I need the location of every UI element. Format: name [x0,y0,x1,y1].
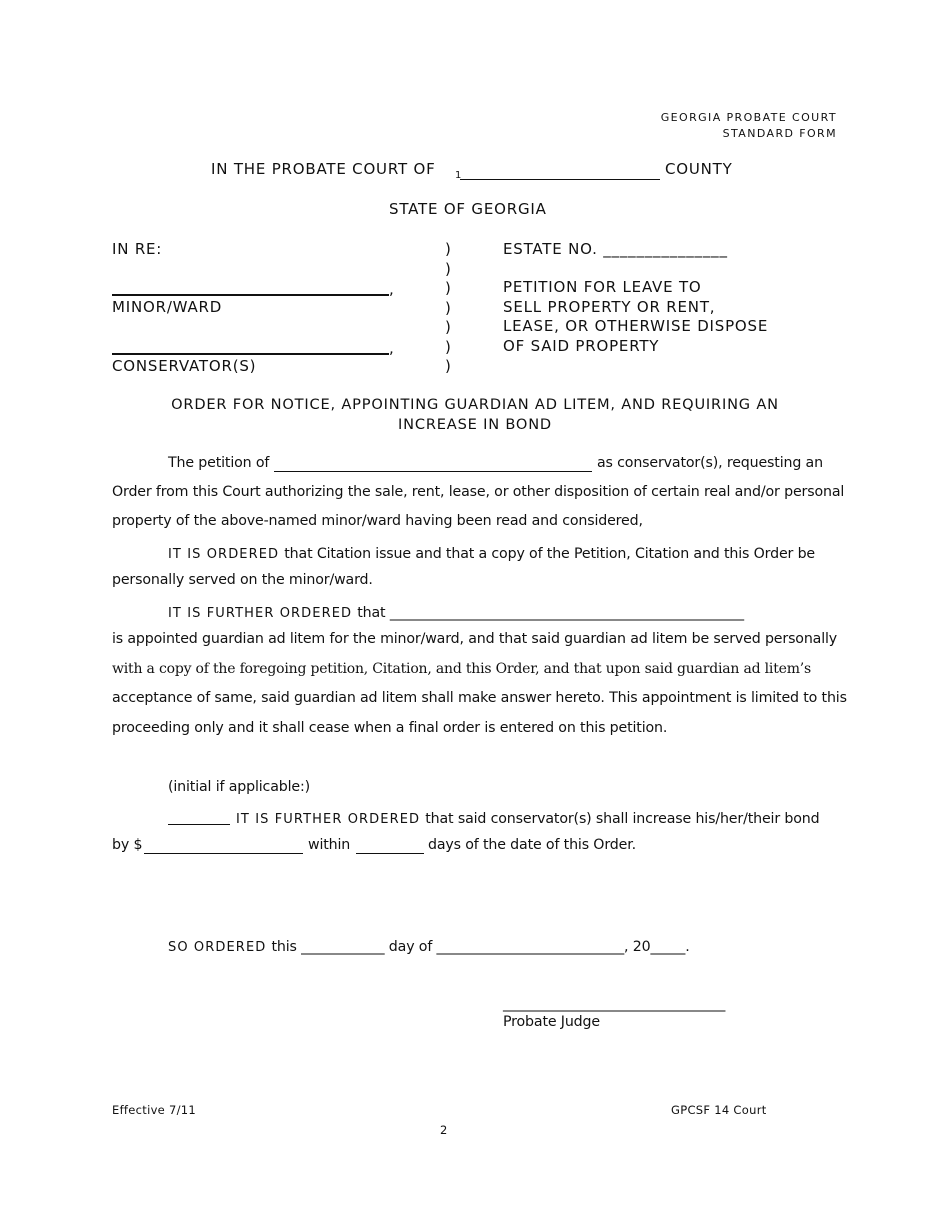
footnote-mark: 1 [455,170,462,181]
p3-line1 [168,602,744,621]
petition-title-line2: SELL PROPERTY OR RENT, [503,298,716,316]
caption-paren: ) [445,279,451,297]
p1-line2: Order from this Court authorizing the sale, rent, lease, or other disposition of certain real and/or personal [112,484,845,500]
initial-note: (initial if applicable:) [168,779,310,795]
minor-ward-label: MINOR/WARD [112,298,223,316]
estate-number: ESTATE NO. _______________ [503,240,728,258]
court-suffix: COUNTY [665,160,733,178]
caption-paren: ) [445,338,451,356]
minor-comma: , [389,280,395,298]
p4-line1 [236,808,819,827]
p2-line2: personally served on the minor/ward. [112,572,373,588]
p3-rest: that ___________________________________________________ [357,605,744,621]
p3-line4: acceptance of same, said guardian ad litem shall make answer hereto. This appointment is limited to this [112,690,847,706]
p4-within: within [308,837,351,853]
form-header-line2: STANDARD FORM [722,127,837,140]
so-ordered-rest: this ____________ day of ___________________________, 20_____. [271,939,690,955]
petitioner-name-blank[interactable] [274,471,592,472]
so-ordered-caps: SO ORDERED [168,940,267,955]
conservator-label: CONSERVATOR(S) [112,357,257,375]
form-header-line1: GEORGIA PROBATE COURT [660,111,837,124]
order-title-line1: ORDER FOR NOTICE, APPOINTING GUARDIAN AD LITEM, AND REQUIRING AN [171,396,779,413]
judge-label: Probate Judge [503,1014,600,1030]
days-blank[interactable] [356,853,424,854]
caption-paren: ) [445,299,451,317]
caption-paren: ) [445,357,451,375]
minor-name-blank[interactable] [112,294,389,296]
order-title-line2: INCREASE IN BOND [398,416,552,433]
so-ordered-line [168,936,690,955]
p3-caps: IT IS FURTHER ORDERED [168,606,353,621]
court-prefix: IN THE PROBATE COURT OF [211,160,436,178]
county-blank[interactable] [460,179,660,180]
p3-line2: is appointed guardian ad litem for the minor/ward, and that said guardian ad litem be served personally [112,631,838,647]
page-number: 2 [440,1123,448,1137]
p3-line5: proceeding only and it shall cease when a final order is entered on this petition. [112,720,668,736]
conservator-name-blank[interactable] [112,353,389,355]
petition-title-line4: OF SAID PROPERTY [503,337,660,355]
p2-line1 [168,543,815,562]
p4-rest: that said conservator(s) shall increase his/her/their bond [425,811,820,827]
p2-caps: IT IS ORDERED [168,547,280,562]
p4-caps: IT IS FURTHER ORDERED [236,812,421,827]
p1-tail: as conservator(s), requesting an [597,455,823,471]
p4-by: by $ [112,837,143,853]
conservator-comma: , [389,339,395,357]
state-line: STATE OF GEORGIA [389,200,547,218]
caption-paren: ) [445,260,451,278]
bond-amount-blank[interactable] [144,853,303,854]
initial-blank[interactable] [168,824,230,825]
p1-lead: The petition of [168,455,270,471]
caption-paren: ) [445,240,451,258]
form-code: GPCSF 14 Court [671,1103,767,1117]
p4-days: days of the date of this Order. [428,837,636,853]
petition-title-line1: PETITION FOR LEAVE TO [503,278,702,296]
judge-signature-line[interactable]: ________________________________ [503,996,726,1012]
p1-line3: property of the above-named minor/ward having been read and considered, [112,513,643,529]
in-re-label: IN RE: [112,240,163,258]
caption-paren: ) [445,318,451,336]
p2-rest: that Citation issue and that a copy of the Petition, Citation and this Order be [284,546,816,562]
effective-date: Effective 7/11 [112,1103,197,1117]
petition-title-line3: LEASE, OR OTHERWISE DISPOSE [503,317,769,335]
p3-line3: with a copy of the foregoing petition, Citation, and this Order, and that upon said guardian ad litem’s [112,661,812,677]
